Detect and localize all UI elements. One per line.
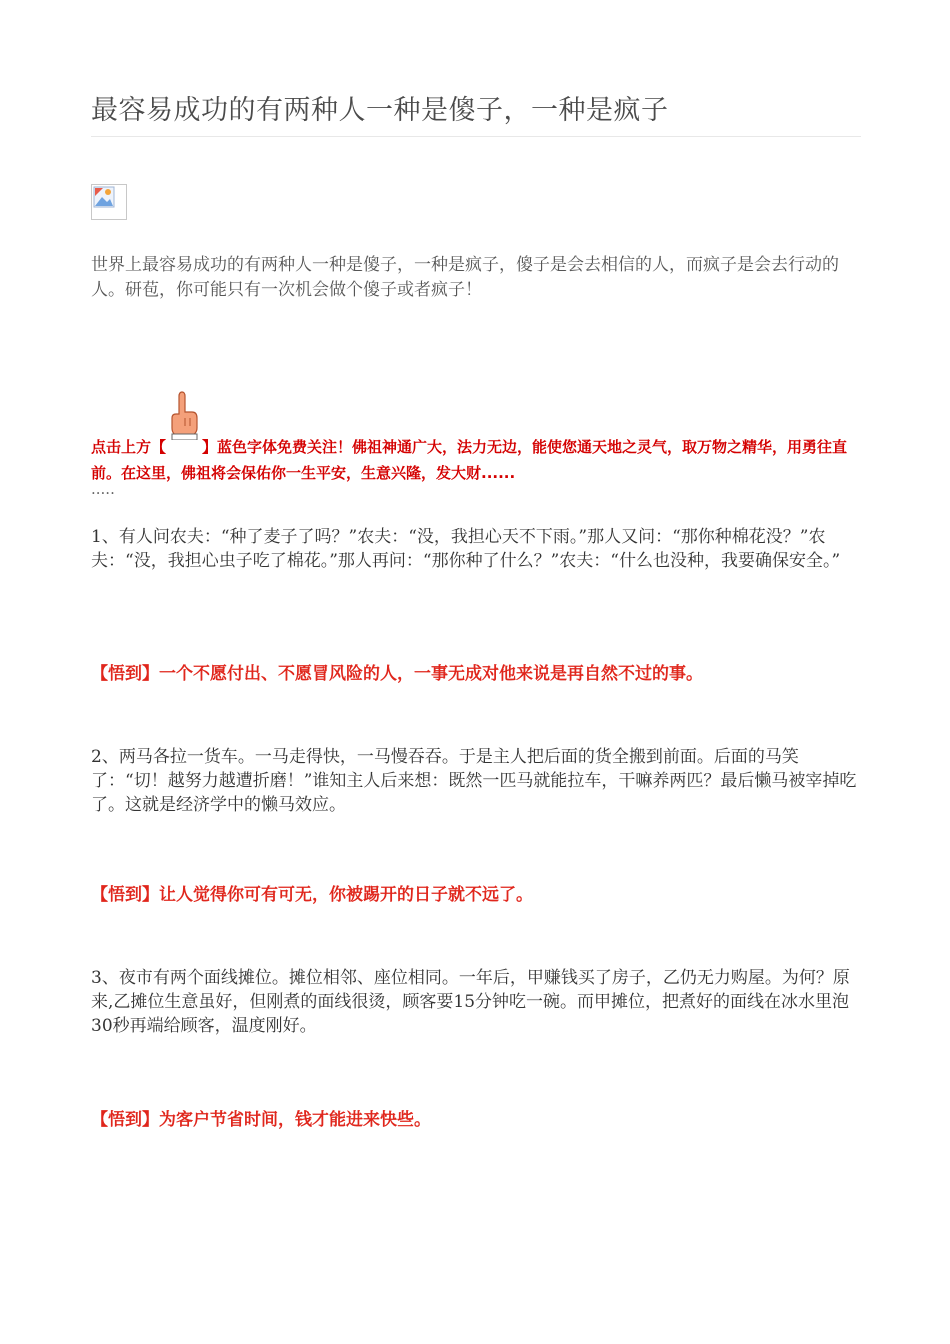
story-paragraph: 3、夜市有两个面线摊位。摊位相邻、座位相同。一年后，甲赚钱买了房子，乙仍无力购屋。为何？原来,乙摊位生意虽好，但刚煮的面线很烫，顾客要15分钟吃一碗。而甲摊位，把煮好的面线在冰水里泡30秒再端给顾客，温度刚好。 xyxy=(91,968,850,1036)
insight-callout: 【悟到】让人觉得你可有可无，你被踢开的日子就不远了。 xyxy=(91,885,533,905)
story-paragraph: 2、两马各拉一货车。一马走得快，一马慢吞吞。于是主人把后面的货全搬到前面。后面的马笑了：“切！越努力越遭折磨！”谁知主人后来想：既然一匹马就能拉车，干嘛养两匹？最后懒马被宰掉吃了。这就是经济学中的懒马效应。 xyxy=(91,747,857,815)
article-title: 最容易成功的有两种人一种是傻子，一种是疯子 xyxy=(91,95,669,126)
ellipsis-separator: ..... xyxy=(91,480,115,498)
pointing-hand-icon xyxy=(166,412,202,462)
title-divider xyxy=(91,136,861,137)
intro-paragraph: 世界上最容易成功的有两种人一种是傻子，一种是疯子，傻子是会去相信的人，而疯子是会去行动的人。研苞，你可能只有一次机会做个傻子或者疯子！ xyxy=(91,255,839,300)
follow-prefix: 点击上方【 xyxy=(91,438,167,456)
follow-notice xyxy=(91,412,861,485)
follow-suffix: 】蓝色字体免费关注！佛祖神通广大，法力无边，能使您通天地之灵气，取万物之精华，用勇往直前。在这里，佛祖将会保佑你一生平安，生意兴隆，发大财...... xyxy=(91,438,848,482)
insight-callout: 【悟到】为客户节省时间，钱才能进来快些。 xyxy=(91,1110,431,1130)
insight-callout: 【悟到】一个不愿付出、不愿冒风险的人，一事无成对他来说是再自然不过的事。 xyxy=(91,664,703,684)
story-paragraph: 1、有人问农夫：“种了麦子了吗？”农夫：“没，我担心天不下雨。”那人又问：“那你种棉花没？”农夫：“没，我担心虫子吃了棉花。”那人再问：“那你种了什么？”农夫：“什么也没种，我要确保安全。” xyxy=(91,527,841,571)
broken-image-icon xyxy=(91,184,127,220)
